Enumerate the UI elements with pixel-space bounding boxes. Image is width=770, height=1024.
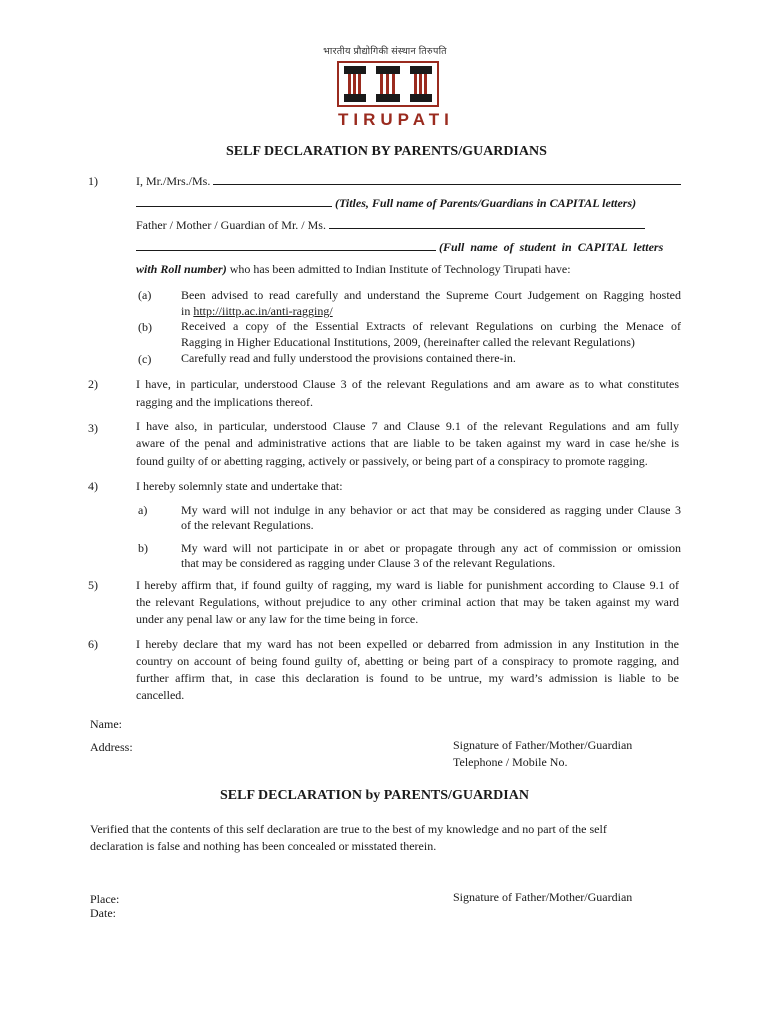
item-number: 5) [88, 578, 98, 592]
student-name-blank[interactable] [329, 217, 645, 229]
student-note: (Full name of student in CAPITAL letters [439, 240, 664, 254]
admitted-text: who has been admitted to Indian Institute of Technology Tirupati have: [229, 262, 571, 276]
roll-note: with Roll number) [136, 262, 227, 276]
signature-label: Signature of Father/Mother/Guardian [453, 890, 633, 904]
item-text: country on account of being found guilty of, abetting or being part of a conspiracy to promote ragging, and [136, 654, 679, 668]
address-label: Address: [90, 740, 133, 754]
sub-text: Received a copy of the Essential Extracts of relevant Regulations on curbing the Menace of [181, 319, 681, 333]
name-label: Name: [90, 717, 122, 731]
sub-text: Been advised to read carefully and understand the Supreme Court Judgement on Ragging hosted [181, 288, 681, 302]
item-text: the relevant Regulations, without prejudice to any other criminal action that may be taken against my ward [136, 595, 679, 609]
item-text: I have also, in particular, understood Clause 7 and Clause 9.1 of the relevant Regulations and am fully [136, 419, 679, 433]
item-text: I hereby declare that my ward has not been expelled or debarred from admission in any Institution in the [136, 637, 679, 651]
sub-text: My ward will not indulge in any behavior or act that may be considered as ragging under Clause 3 [181, 503, 681, 517]
institute-logo-mark [336, 60, 440, 108]
parent-name-line [136, 173, 681, 189]
verification-text: Verified that the contents of this self declaration are true to the best of my knowledge and no part of the self [90, 822, 607, 836]
item-text: aware of the penal and administrative actions that are liable to be taken against my ward in case he/she is [136, 436, 679, 450]
sub-label: (c) [138, 352, 152, 366]
item-text: found guilty of or abetting ragging, actively or passively, or being part of a conspiracy to promote ragging. [136, 454, 648, 468]
item-number: 4) [88, 479, 98, 493]
sub-text: of the relevant Regulations. [181, 518, 314, 532]
sub-text: that may be considered as ragging under Clause 3 of the relevant Regulations. [181, 556, 556, 570]
item-text: I hereby solemnly state and undertake that: [136, 479, 343, 493]
sub-label: b) [138, 541, 148, 555]
sub-label: (b) [138, 320, 152, 334]
sub-text: Carefully read and fully understood the provisions contained there-in. [181, 351, 516, 365]
logo-wordmark: TIRUPATI [338, 110, 454, 129]
item-text: ragging and the implications thereof. [136, 395, 313, 409]
sub-text: My ward will not participate in or abet or propagate through any act of commission or omission [181, 541, 681, 555]
item-number: 2) [88, 377, 98, 391]
date-label: Date: [90, 906, 116, 920]
student-name-blank-cont[interactable] [136, 239, 436, 251]
item-text: I hereby affirm that, if found guilty of ragging, my ward is liable for punishment according to Clause 9.1 of [136, 578, 679, 592]
sub-text-prefix: in [181, 304, 191, 318]
student-note-line [136, 239, 663, 255]
parent-name-blank-cont[interactable] [136, 195, 332, 207]
sub-label: a) [138, 503, 148, 517]
place-label: Place: [90, 892, 120, 906]
intro-text: I, Mr./Mrs./Ms. [136, 174, 211, 188]
item-number: 1) [88, 174, 98, 188]
admitted-line [136, 261, 571, 277]
item-text: under any penal law or any law for the time being in force. [136, 612, 419, 626]
anti-ragging-link[interactable]: http://iittp.ac.in/anti-ragging/ [193, 304, 333, 318]
item-text: further affirm that, in case this declaration is found to be untrue, my ward’s admission is liable to be [136, 671, 679, 685]
sub-text [181, 303, 333, 319]
item-number: 3) [88, 421, 98, 435]
logo-tagline: भारतीय प्रौद्योगिकी संस्थान तिरुपति [323, 47, 447, 57]
ward-line [136, 217, 645, 233]
phone-label: Telephone / Mobile No. [453, 755, 568, 769]
item-text: I have, in particular, understood Clause 3 of the relevant Regulations and am aware as to what constitutes [136, 377, 679, 391]
verification-text: declaration is false and nothing has been concealed or misstated therein. [90, 839, 437, 853]
sub-text: Ragging in Higher Educational Institutions, 2009, (hereinafter called the relevant Regulations) [181, 335, 635, 349]
sub-label: (a) [138, 288, 152, 302]
parent-name-blank[interactable] [213, 173, 681, 185]
signature-label: Signature of Father/Mother/Guardian [453, 738, 633, 752]
section-title: SELF DECLARATION by PARENTS/GUARDIAN [220, 788, 529, 803]
page-title: SELF DECLARATION BY PARENTS/GUARDIANS [226, 144, 547, 159]
titles-note: (Titles, Full name of Parents/Guardians in CAPITAL letters) [335, 196, 637, 210]
ward-label: Father / Mother / Guardian of Mr. / Ms. [136, 218, 326, 232]
item-number: 6) [88, 637, 98, 651]
item-text: cancelled. [136, 688, 185, 702]
titles-note-line [136, 195, 636, 211]
